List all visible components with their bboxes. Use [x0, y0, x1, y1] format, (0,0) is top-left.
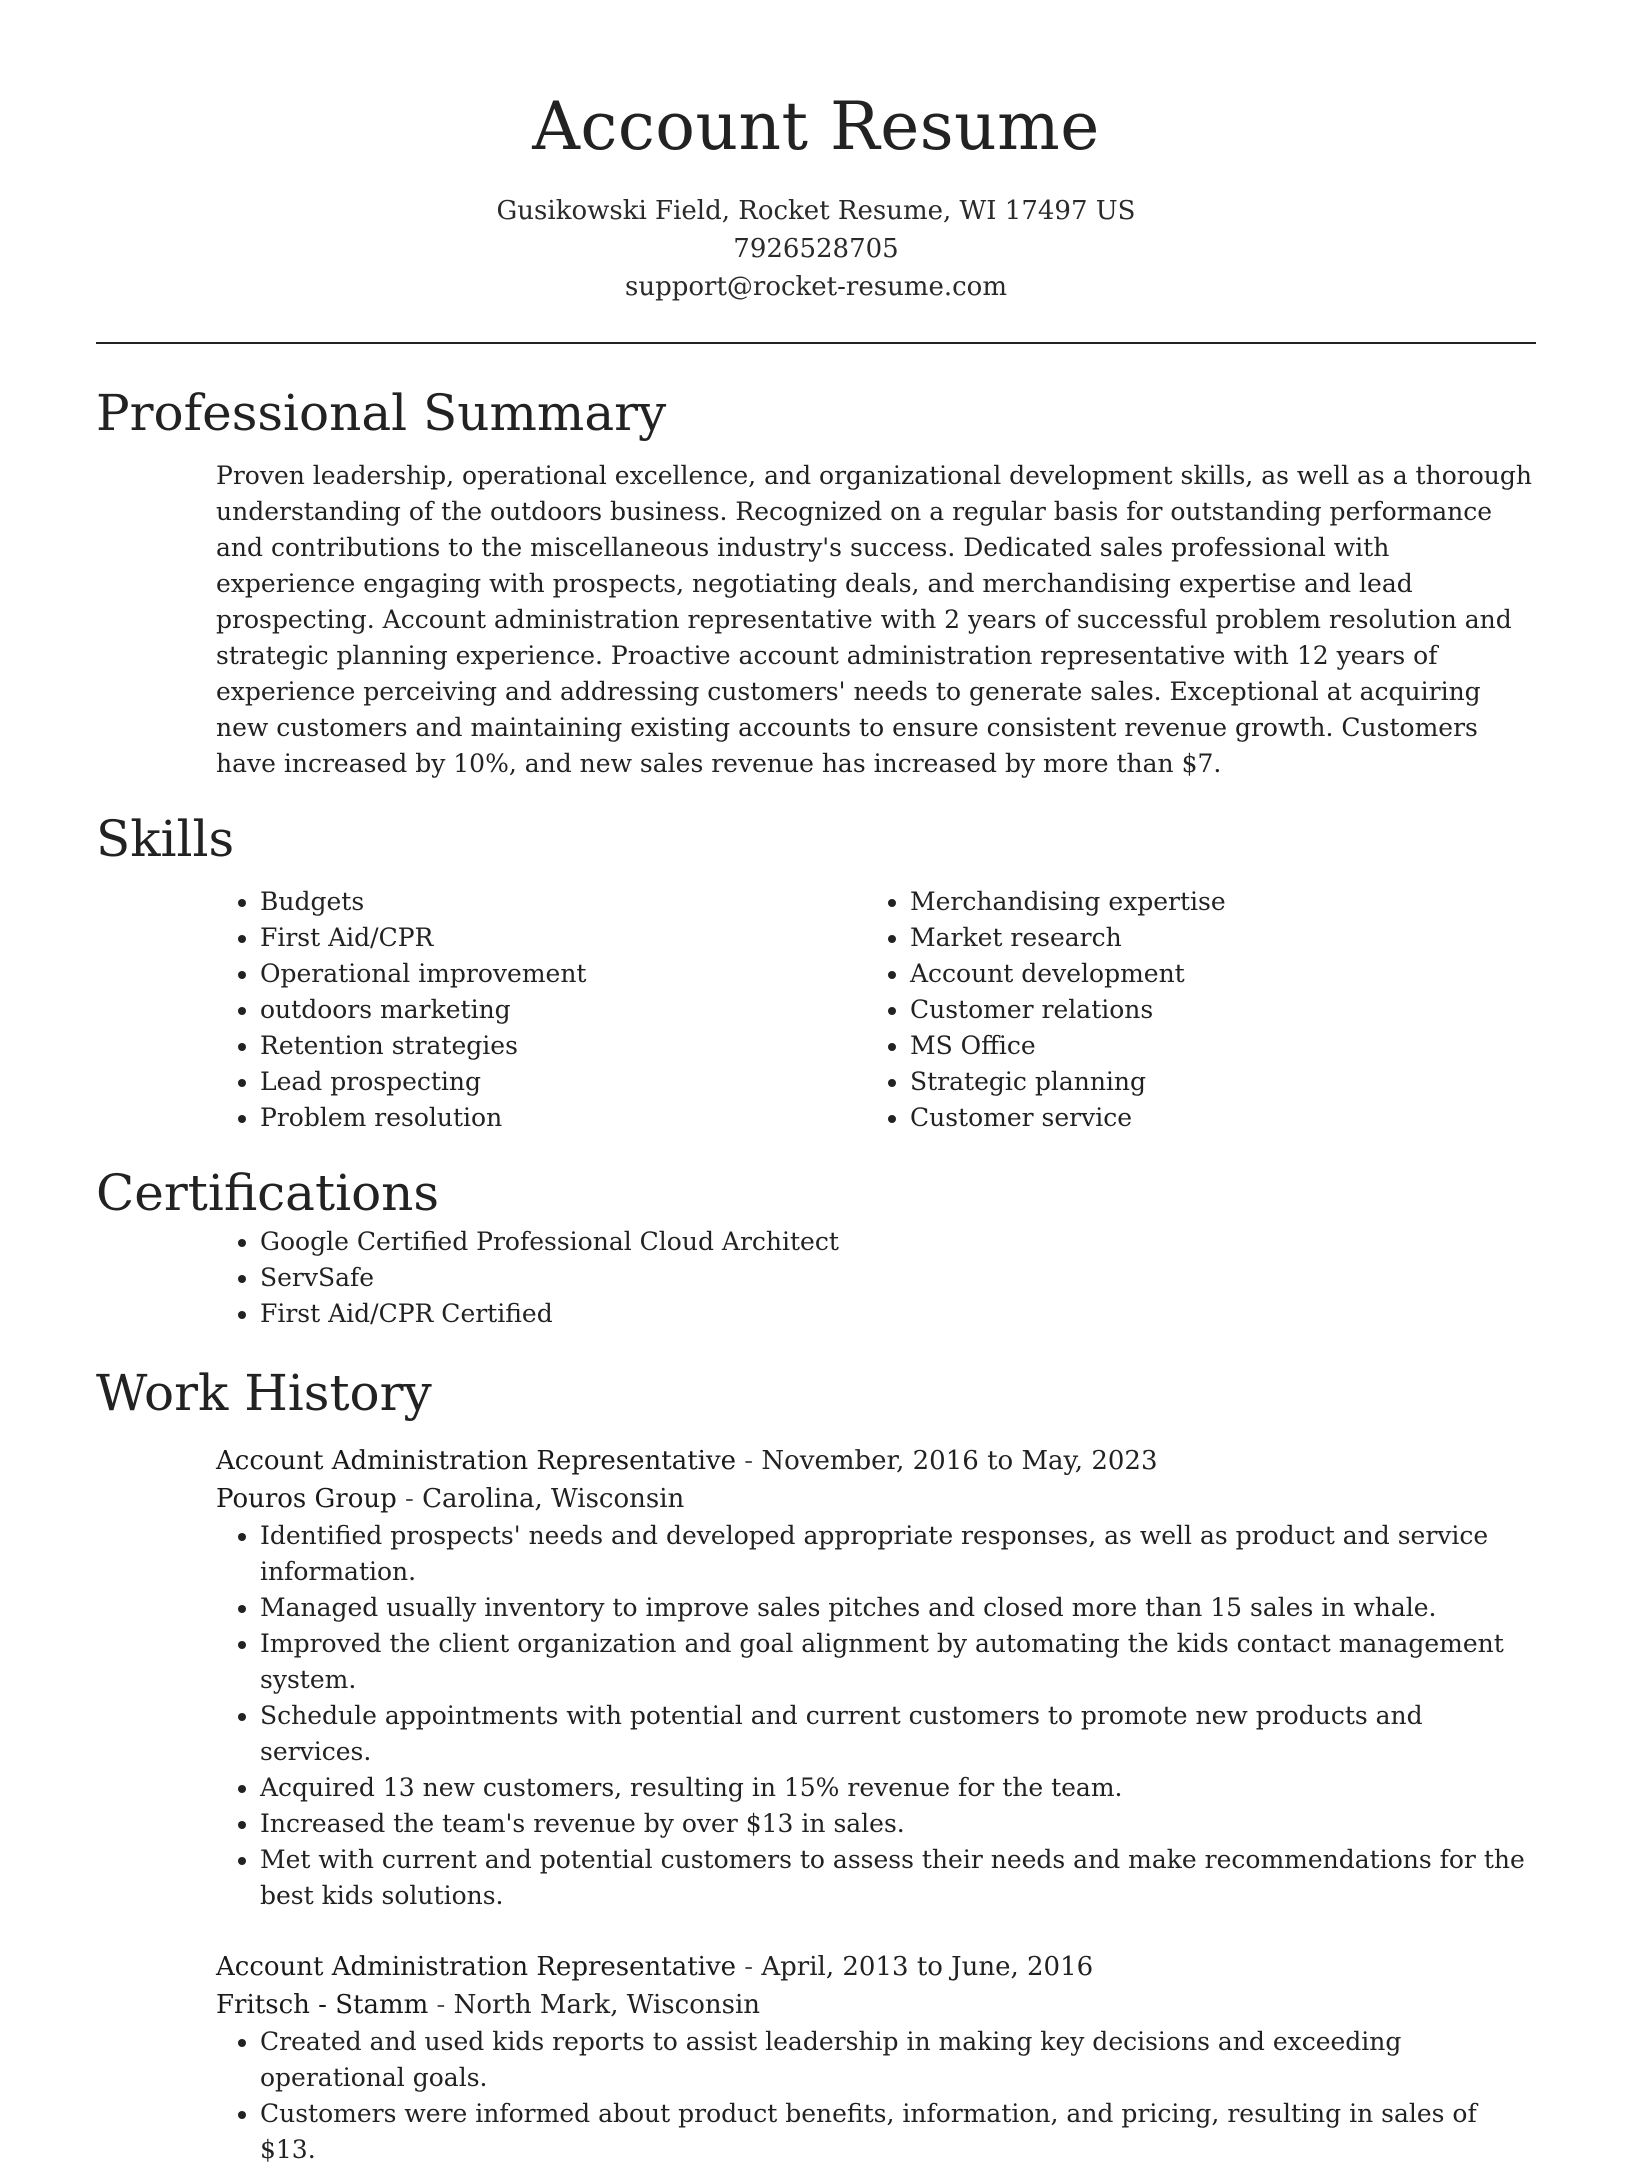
- skill-item: • MS Office: [910, 1028, 1516, 1064]
- contact-address: Gusikowski Field, Rocket Resume, WI 17497 US: [496, 196, 1136, 226]
- skills-column-right: [866, 884, 1516, 1136]
- skill-item: • Budgets: [260, 884, 866, 920]
- job-bullet: • Managed usually inventory to improve sales pitches and closed more than 15 sales in whale.: [260, 1590, 1536, 1626]
- job-dates: April, 2013 to June, 2016: [761, 1952, 1094, 1982]
- contact-phone: 7926528705: [733, 234, 899, 264]
- skill-item: • Customer service: [910, 1100, 1516, 1136]
- job-bullet: • Increased the team's revenue by over $13 in sales.: [260, 1806, 1536, 1842]
- job-entry: [216, 1948, 1536, 2168]
- certification-item: • ServSafe: [260, 1260, 1536, 1296]
- skill-item: • Customer relations: [910, 992, 1516, 1028]
- contact-email: support@rocket-resume.com: [624, 272, 1007, 302]
- separator: -: [428, 1990, 454, 2020]
- job-title: Account Administration Representative: [216, 1446, 737, 1476]
- job-company-line: [216, 1480, 1536, 1518]
- job-bullets: [216, 1518, 1536, 1914]
- job-bullet: • Met with current and potential customers to assess their needs and make recommendations for the best kids solutions.: [260, 1842, 1536, 1914]
- certifications-section: [96, 1162, 1536, 1332]
- work-history-heading: Work History: [96, 1364, 432, 1422]
- job-title: Account Administration Representative: [216, 1952, 737, 1982]
- job-bullets: [216, 2024, 1536, 2168]
- job-location: Carolina, Wisconsin: [422, 1484, 685, 1514]
- certification-item: • Google Certified Professional Cloud Architect: [260, 1224, 1536, 1260]
- job-company-line: [216, 1986, 1536, 2024]
- certifications-heading: Certifications: [96, 1164, 440, 1222]
- resume-page: [96, 0, 1536, 2168]
- separator: -: [396, 1484, 423, 1514]
- header-divider: [96, 342, 1536, 344]
- job-location: North Mark, Wisconsin: [453, 1990, 761, 2020]
- skill-item: • Retention strategies: [260, 1028, 866, 1064]
- skill-item: • Problem resolution: [260, 1100, 866, 1136]
- job-bullet: • Acquired 13 new customers, resulting in 15% revenue for the team.: [260, 1770, 1536, 1806]
- skill-item: • Strategic planning: [910, 1064, 1516, 1100]
- resume-header: [96, 0, 1536, 306]
- skill-item: • Account development: [910, 956, 1516, 992]
- job-bullet: • Improved the client organization and goal alignment by automating the kids contact management system.: [260, 1626, 1536, 1698]
- skill-item: • Market research: [910, 920, 1516, 956]
- job-entry: [216, 1442, 1536, 1914]
- skills-section: [96, 808, 1536, 1136]
- skills-columns: [216, 884, 1536, 1136]
- job-company: Pouros Group: [216, 1484, 397, 1514]
- job-bullet: • Schedule appointments with potential and current customers to promote new products and services.: [260, 1698, 1536, 1770]
- resume-title: Account Resume: [532, 88, 1100, 165]
- skill-item: • Merchandising expertise: [910, 884, 1516, 920]
- job-bullet: • Identified prospects' needs and developed appropriate responses, as well as product and service information.: [260, 1518, 1536, 1590]
- summary-section: [96, 382, 1536, 782]
- skills-heading: Skills: [96, 810, 235, 868]
- certifications-list: [216, 1224, 1536, 1332]
- job-bullet: • Customers were informed about product benefits, information, and pricing, resulting in sales of $13.: [260, 2096, 1536, 2168]
- skill-item: • Lead prospecting: [260, 1064, 866, 1100]
- summary-heading: Professional Summary: [96, 384, 667, 442]
- job-company: Fritsch - Stamm: [216, 1990, 429, 2020]
- skill-item: • outdoors marketing: [260, 992, 866, 1028]
- separator: -: [736, 1446, 762, 1476]
- job-title-line: [216, 1948, 1536, 1986]
- skill-item: • First Aid/CPR: [260, 920, 866, 956]
- job-dates: November, 2016 to May, 2023: [761, 1446, 1158, 1476]
- contact-info: [96, 192, 1536, 306]
- separator: -: [736, 1952, 762, 1982]
- job-bullet: • Created and used kids reports to assist leadership in making key decisions and exceeding operational goals.: [260, 2024, 1536, 2096]
- certification-item: • First Aid/CPR Certified: [260, 1296, 1536, 1332]
- work-history-section: [96, 1362, 1536, 2168]
- skill-item: • Operational improvement: [260, 956, 866, 992]
- skills-column-left: [216, 884, 866, 1136]
- summary-text: Proven leadership, operational excellence, and organizational development skills, as well as a thorough understanding of the outdoors business. Recognized on a regular basis for outstanding performance and contributions to the miscellaneous industry's success. Dedicated sales professional with experience engaging with prospects, negotiating deals, and merchandising expertise and lead prospecting. Account administration representative with 2 years of successful problem resolution and strategic planning experience. Proactive account administration representative with 12 years of experience perceiving and addressing customers' needs to generate sales. Exceptional at acquiring new customers and maintaining existing accounts to ensure consistent revenue growth. Customers have increased by 10%, and new sales revenue has increased by more than $7.: [216, 461, 1532, 778]
- job-title-line: [216, 1442, 1536, 1480]
